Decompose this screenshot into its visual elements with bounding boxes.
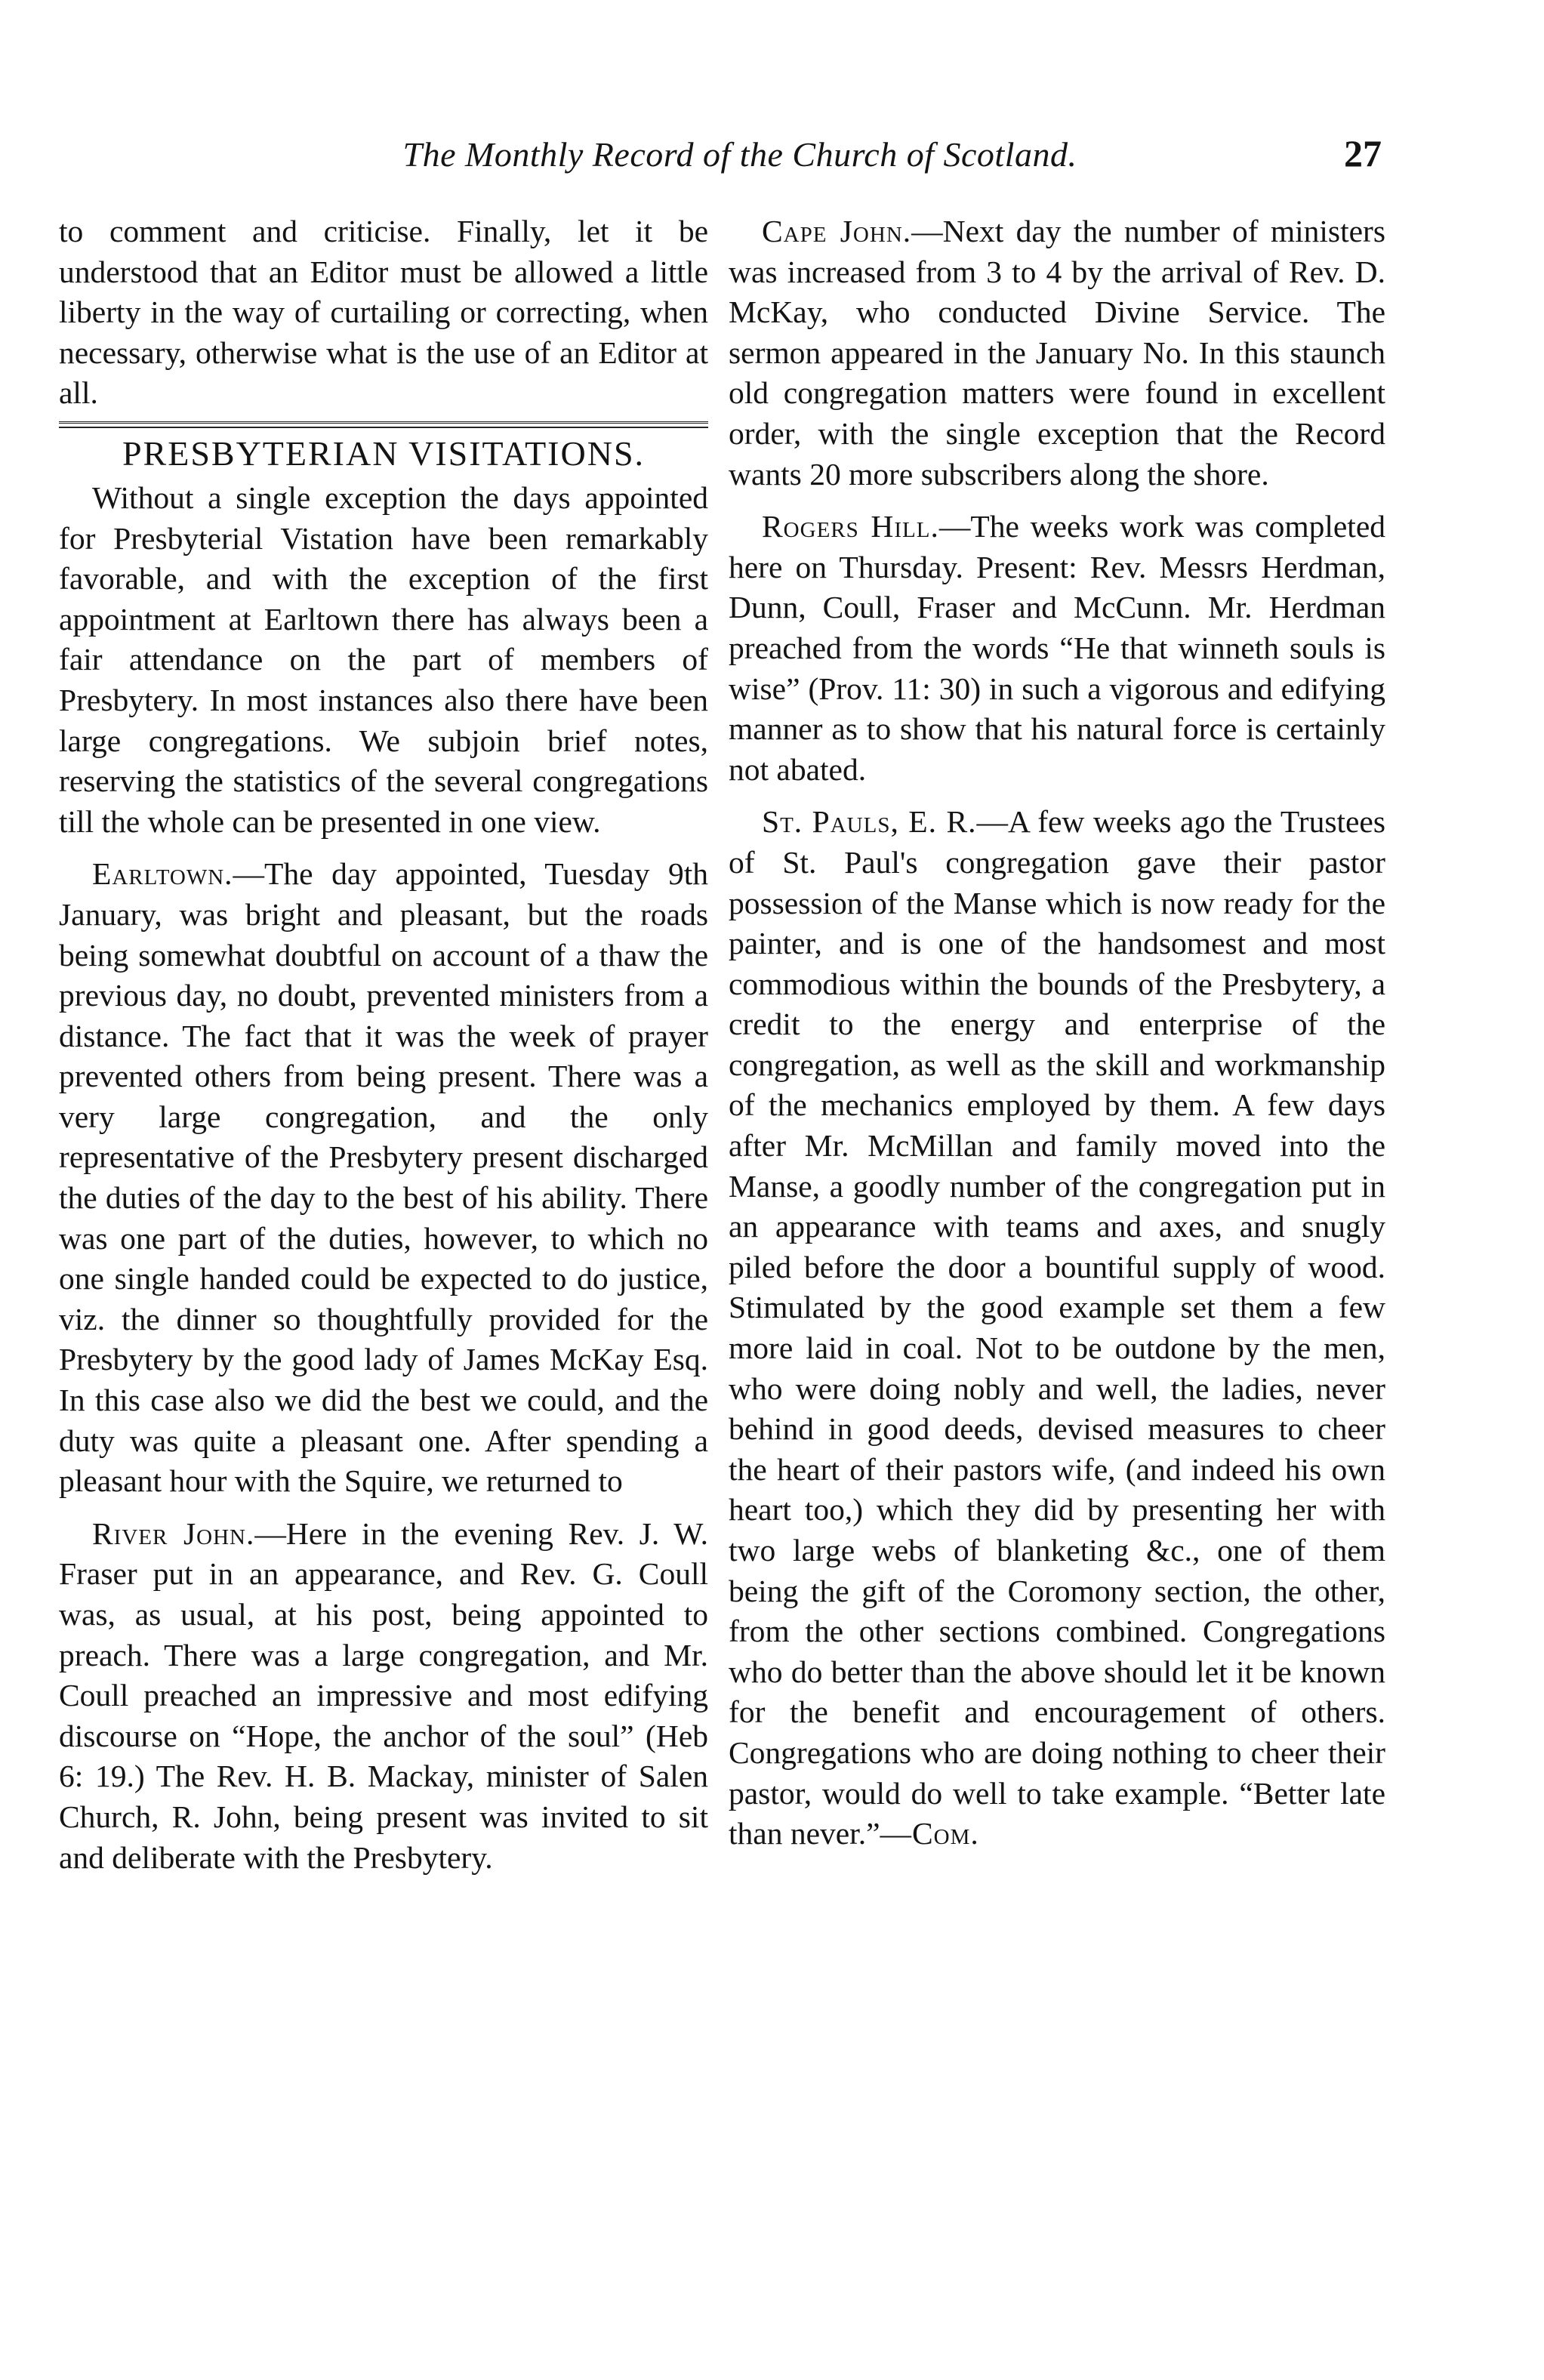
st-pauls-paragraph <box>729 802 1385 1854</box>
st-pauls-lead: St. Pauls, E. R. <box>762 804 977 840</box>
running-title: The Monthly Record of the Church of Scotland. <box>402 135 1077 174</box>
st-pauls-signature: —Com. <box>880 1816 979 1851</box>
river-john-paragraph <box>59 1514 708 1878</box>
earltown-lead: Earltown. <box>92 856 233 892</box>
earltown-paragraph <box>59 854 708 1502</box>
page-number: 27 <box>1344 132 1382 174</box>
cape-john-paragraph <box>729 211 1385 495</box>
section-title: PRESBYTERIAN VISITATIONS. <box>122 433 646 473</box>
running-head <box>0 134 1544 187</box>
cape-john-lead: Cape John. <box>762 214 912 248</box>
section-rule <box>59 421 708 428</box>
cape-john-text: —Next day the number of ministers was increased from 3 to 4 by the arrival of Rev. D. McKay, who conducted Divine Service. The sermon appeared in the January No. In this staunch old congregation matters were found in excellent order, with the single exception that the Record wants 20 more subscribers along the shore. <box>729 214 1385 492</box>
rogers-hill-paragraph <box>729 507 1385 790</box>
river-john-lead: River John. <box>92 1515 255 1551</box>
left-column <box>59 211 708 1878</box>
right-column <box>729 211 1385 1854</box>
earltown-text: —The day appointed, Tuesday 9th January, was bright and pleasant, but the roads being somewhat doubtful on account of a thaw the previous day, no doubt, prevented ministers from a distance. The fact that it was the week of prayer prevented others from being present. There was a very large congregation, and the only representative of the Presbytery present discharged the duties of the day to the best of his ability. There was one part of the duties, however, to which no one single handed could be expected to do justice, viz. the dinner so thoughtfully provided for the Presbytery by the good lady of James McKay Esq. In this case also we did the best we could, and the duty was quite a pleasant one. After spending a pleasant hour with the Squire, we returned to <box>59 856 708 1499</box>
intro-paragraph: to comment and criticise. Finally, let it be understood that an Editor must be allowed a little liberty in the way of curtailing or correcting, when necessary, otherwise what is the use of an Editor at all. <box>59 214 708 411</box>
section-intro-paragraph: Without a single exception the days appointed for Presbyterial Vistation have been remarkably favorable, and with the exception of the first appointment at Earltown there has always been a fair attendance on the part of members of Presbytery. In most instances also there have been large congregations. We subjoin brief notes, reserving the statistics of the several congregations till the whole can be presented in one view. <box>59 479 708 839</box>
st-pauls-text: —A few weeks ago the Trustees of St. Paul's congregation gave their pastor possession of the Manse which is now ready for the painter, and is one of the handsomest and most commodious within the bounds of the Presbytery, a credit to the energy and enterprise of the congregation, as well as the skill and workmanship of the mechanics employed by them. A few days after Mr. McMillan and family moved into the Manse, a goodly number of the congregation put in an appearance with teams and axes, and snugly piled before the door a bountiful supply of wood. Stimulated by the good example set them a few more laid in coal. Not to be outdone by the men, who were doing nobly and well, the ladies, never behind in good deeds, devised measures to cheer the heart of their pastors wife, (and indeed his own heart too,) which they did by presenting her with two large webs of blanketing &c., one of them being the gift of the Coromony section, the other, from the other sections combined. Congregations who do better than the above should let it be known for the benefit and encouragement of others. Congregations who are doing nothing to cheer their pastor, would do well to take example. “Better late than never.” <box>729 804 1385 1851</box>
rogers-hill-text: —The weeks work was completed here on Thursday. Present: Rev. Messrs Herdman, Dunn, Coull, Fraser and McCunn. Mr. Herdman preached from the words “He that winneth souls is wise” (Prov. 11: 30) in such a vigorous and edifying manner as to show that his natural force is certainly not abated. <box>729 509 1385 787</box>
rogers-hill-lead: Rogers Hill. <box>762 509 939 544</box>
river-john-text: —Here in the evening Rev. J. W. Fraser put in an appearance, and Rev. G. Coull was, as usual, at his post, being appointed to preach. There was a large congregation, and Mr. Coull preached an impressive and most edifying discourse on “Hope, the anchor of the soul” (Heb 6: 19.) The Rev. H. B. Mackay, minister of Salen Church, R. John, being present was invited to sit and deliberate with the Presbytery. <box>59 1515 708 1875</box>
